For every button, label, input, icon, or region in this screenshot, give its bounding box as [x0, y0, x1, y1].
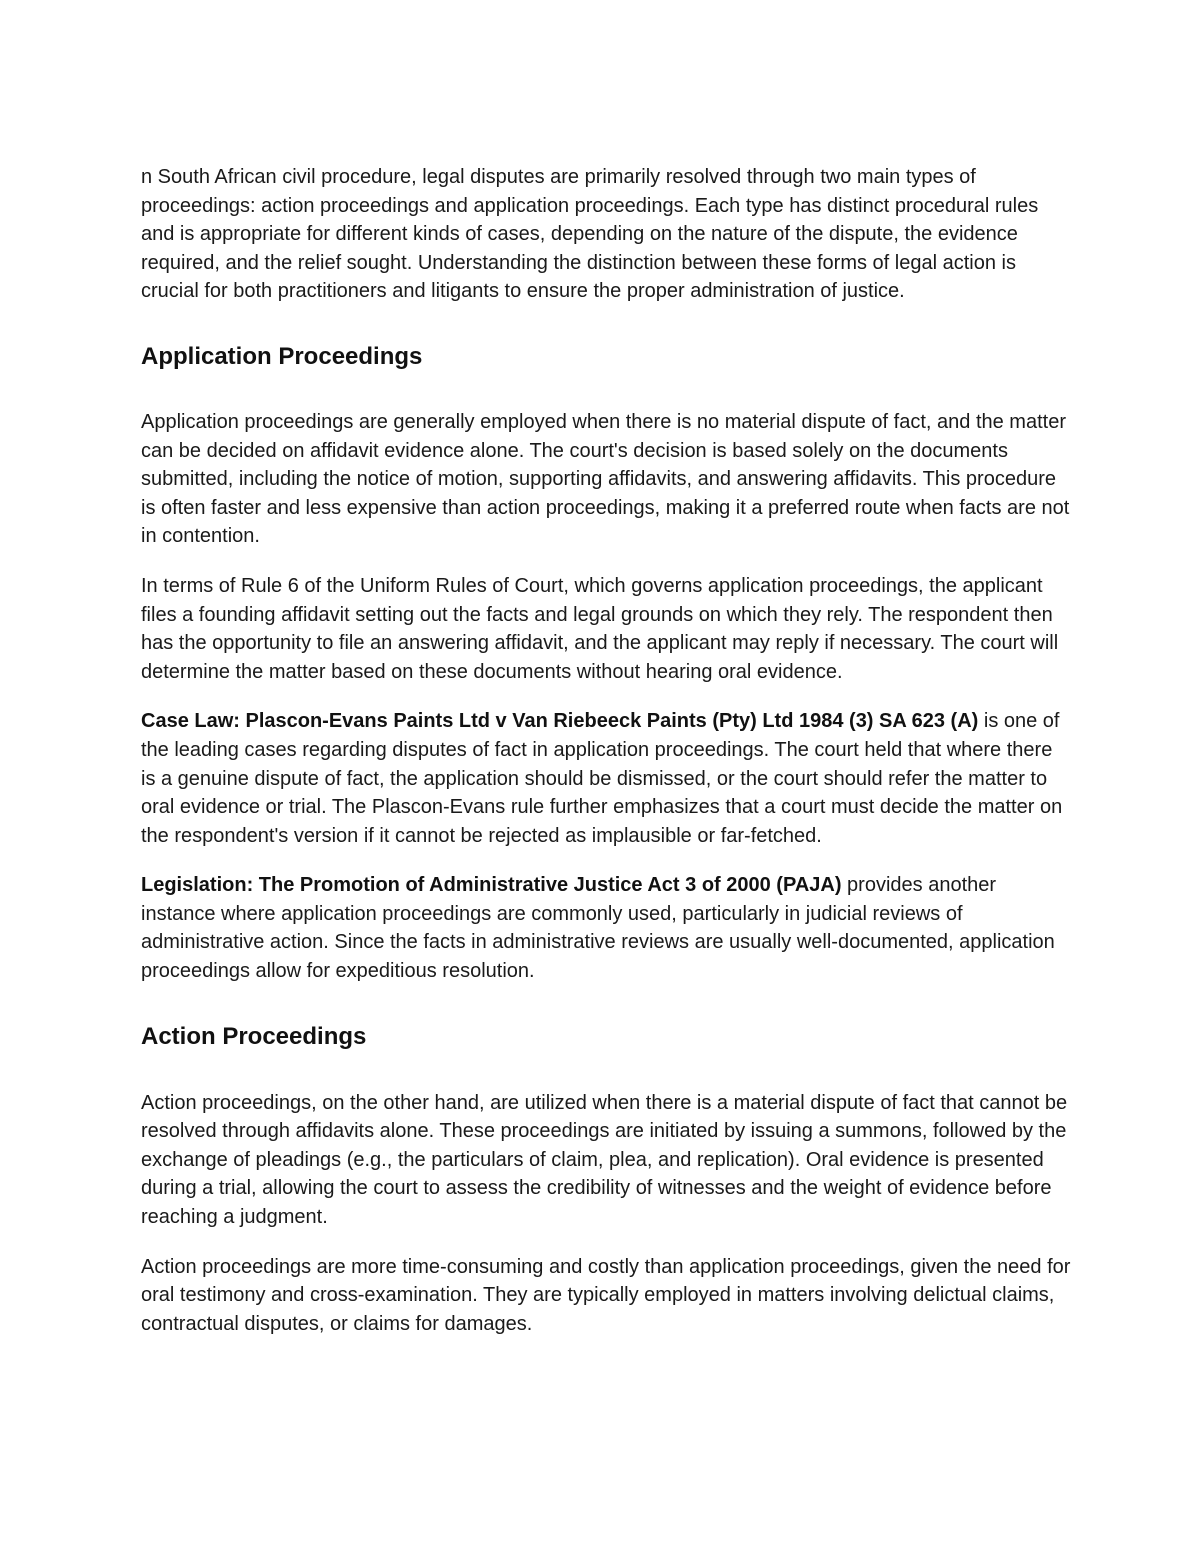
action-paragraph-1: Action proceedings, on the other hand, are utilized when there is a material dispute of fact that cannot be resolved through affidavits alone. These proceedings are initiated by issuing a summons, followed by the exchange of pleadings (e.g., the particulars of claim, plea, and replication). Oral evidence is presented during a trial, allowing the court to assess the credibility of witnesses and the weight of evidence before reaching a judgment.: [141, 1091, 1068, 1229]
document-page: [141, 163, 1071, 1338]
intro-paragraph: n South African civil procedure, legal disputes are primarily resolved through two main types of proceedings: action proceedings and application proceedings. Each type has distinct procedural rules and is appropriate for different kinds of cases, depending on the nature of the dispute, the evidence required, and the relief sought. Understanding the distinction between these forms of legal action is crucial for both practitioners and litigants to ensure the proper administration of justice.: [141, 166, 1039, 303]
case-law-citation: Case Law: Plascon-Evans Paints Ltd v Van Riebeeck Paints (Pty) Ltd 1984 (3) SA 623 (A): [141, 710, 979, 733]
legislation-citation: Legislation: The Promotion of Administrative Justice Act 3 of 2000 (PAJA): [141, 874, 842, 897]
application-proceedings-heading: Application Proceedings: [141, 342, 423, 370]
application-paragraph-1: Application proceedings are generally employed when there is no material dispute of fact, and the matter can be decided on affidavit evidence alone. The court's decision is based solely on the documents submitted, including the notice of motion, supporting affidavits, and answering affidavits. This procedure is often faster and less expensive than action proceedings, making it a preferred route when facts are not in contention.: [141, 410, 1070, 548]
action-proceedings-heading: Action Proceedings: [141, 1022, 367, 1050]
case-law-text: is one of the leading cases regarding disputes of fact in application proceedings. The court held that where there is a genuine dispute of fact, the application should be dismissed, or the court should refer the matter to oral evidence or trial. The Plascon-Evans rule further emphasizes that a court must decide the matter on the respondent's version if it cannot be rejected as implausible or far-fetched.: [141, 710, 1063, 847]
legislation-paragraph: [141, 871, 1071, 985]
action-paragraph-2: Action proceedings are more time-consuming and costly than application proceedings, given the need for oral testimony and cross-examination. They are typically employed in matters involving delictual claims, contractual disputes, or claims for damages.: [141, 1255, 1071, 1335]
legislation-text: provides another instance where application proceedings are commonly used, particularly in judicial reviews of administrative action. Since the facts in administrative reviews are usually well-documented, application proceedings allow for expeditious resolution.: [141, 874, 1055, 983]
application-paragraph-2: In terms of Rule 6 of the Uniform Rules of Court, which governs application proceedings, the applicant files a founding affidavit setting out the facts and legal grounds on which they rely. The respondent then has the opportunity to file an answering affidavit, and the applicant may reply if necessary. The court will determine the matter based on these documents without hearing oral evidence.: [141, 574, 1059, 683]
case-law-paragraph: [141, 707, 1071, 850]
